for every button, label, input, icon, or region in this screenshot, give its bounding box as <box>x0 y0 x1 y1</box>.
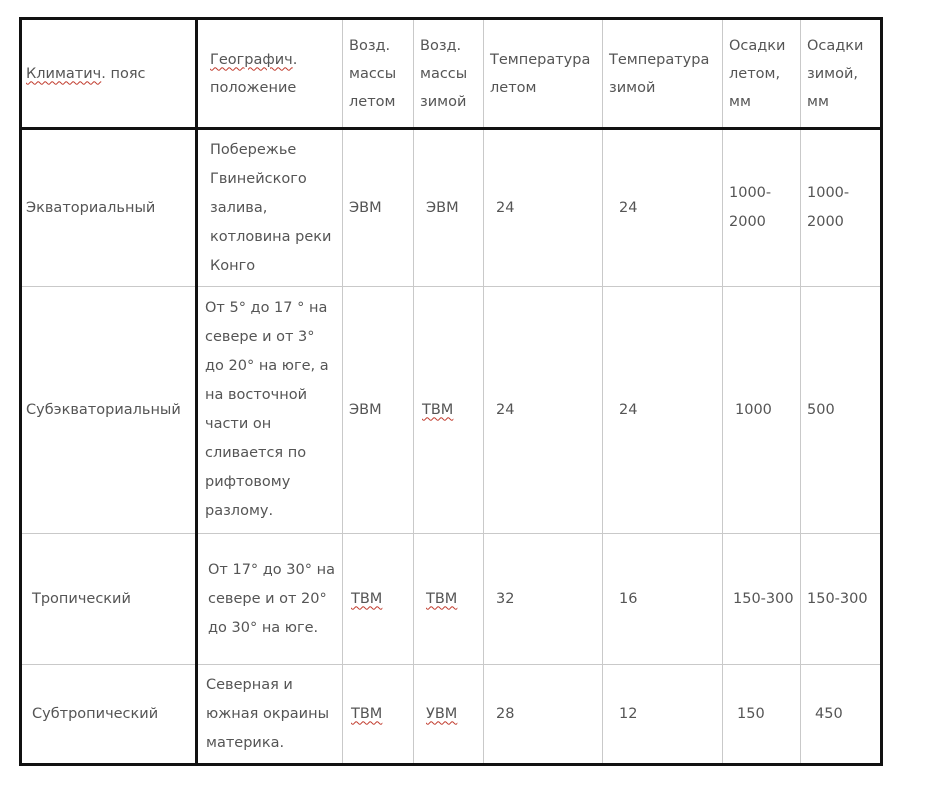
header-zone-suffix: . пояс <box>101 65 146 82</box>
cell-temp-winter: 24 <box>603 287 723 534</box>
cell-geo: От 5° до 17 ° на севере и от 3° до 20° на юге, а на восточной части он сливается по рифтовому разлому. <box>197 287 343 534</box>
table-row <box>21 129 882 287</box>
cell-air-summer <box>343 665 414 765</box>
cell-air-summer <box>343 534 414 665</box>
header-geo-position <box>197 19 343 129</box>
spellcheck-word: УВМ <box>426 705 458 722</box>
cell-prec-summer: 150-300 <box>723 534 801 665</box>
cell-prec-summer: 1000-2000 <box>723 129 801 287</box>
cell-geo: От 17° до 30° на севере и от 20° до 30° на юге. <box>197 534 343 665</box>
cell-zone: Экваториальный <box>21 129 197 287</box>
header-climate-zone <box>21 19 197 129</box>
cell-temp-summer: 24 <box>484 287 603 534</box>
cell-prec-summer: 1000 <box>723 287 801 534</box>
header-air-summer: Возд. массы летом <box>343 19 414 129</box>
spellcheck-word: ТВМ <box>351 590 383 607</box>
cell-temp-winter: 12 <box>603 665 723 765</box>
cell-air-summer: ЭВМ <box>343 129 414 287</box>
spellcheck-word: ТВМ <box>426 590 458 607</box>
climate-table-wrapper <box>19 17 883 766</box>
cell-air-winter <box>414 665 484 765</box>
cell-temp-summer: 32 <box>484 534 603 665</box>
header-geo-second: положение <box>210 79 297 96</box>
cell-prec-winter: 150-300 <box>801 534 882 665</box>
header-air-winter: Возд. массы зимой <box>414 19 484 129</box>
cell-zone: Тропический <box>21 534 197 665</box>
table-header-row <box>21 19 882 129</box>
header-temp-summer: Температура летом <box>484 19 603 129</box>
table-row <box>21 665 882 765</box>
cell-air-winter <box>414 534 484 665</box>
table-row <box>21 534 882 665</box>
header-temp-winter: Температура зимой <box>603 19 723 129</box>
cell-geo: Побережье Гвинейского залива, котловина реки Конго <box>197 129 343 287</box>
cell-air-winter: ЭВМ <box>414 129 484 287</box>
header-prec-winter: Осадки зимой, мм <box>801 19 882 129</box>
cell-temp-winter: 24 <box>603 129 723 287</box>
cell-temp-summer: 24 <box>484 129 603 287</box>
cell-geo: Северная и южная окраины материка. <box>197 665 343 765</box>
spellcheck-word: Климатич <box>26 65 102 82</box>
cell-zone: Субэкваториальный <box>21 287 197 534</box>
cell-prec-winter: 450 <box>801 665 882 765</box>
spellcheck-word: ТВМ <box>351 705 383 722</box>
cell-temp-winter: 16 <box>603 534 723 665</box>
cell-air-summer: ЭВМ <box>343 287 414 534</box>
cell-prec-winter: 500 <box>801 287 882 534</box>
header-prec-summer: Осадки летом, мм <box>723 19 801 129</box>
climate-zones-table <box>19 17 883 766</box>
header-geo-suffix: . <box>292 51 298 68</box>
spellcheck-word: Географич <box>210 51 293 68</box>
cell-air-winter <box>414 287 484 534</box>
cell-zone: Субтропический <box>21 665 197 765</box>
table-row <box>21 287 882 534</box>
cell-temp-summer: 28 <box>484 665 603 765</box>
spellcheck-word: ТВМ <box>422 401 454 418</box>
cell-prec-summer: 150 <box>723 665 801 765</box>
cell-prec-winter: 1000-2000 <box>801 129 882 287</box>
